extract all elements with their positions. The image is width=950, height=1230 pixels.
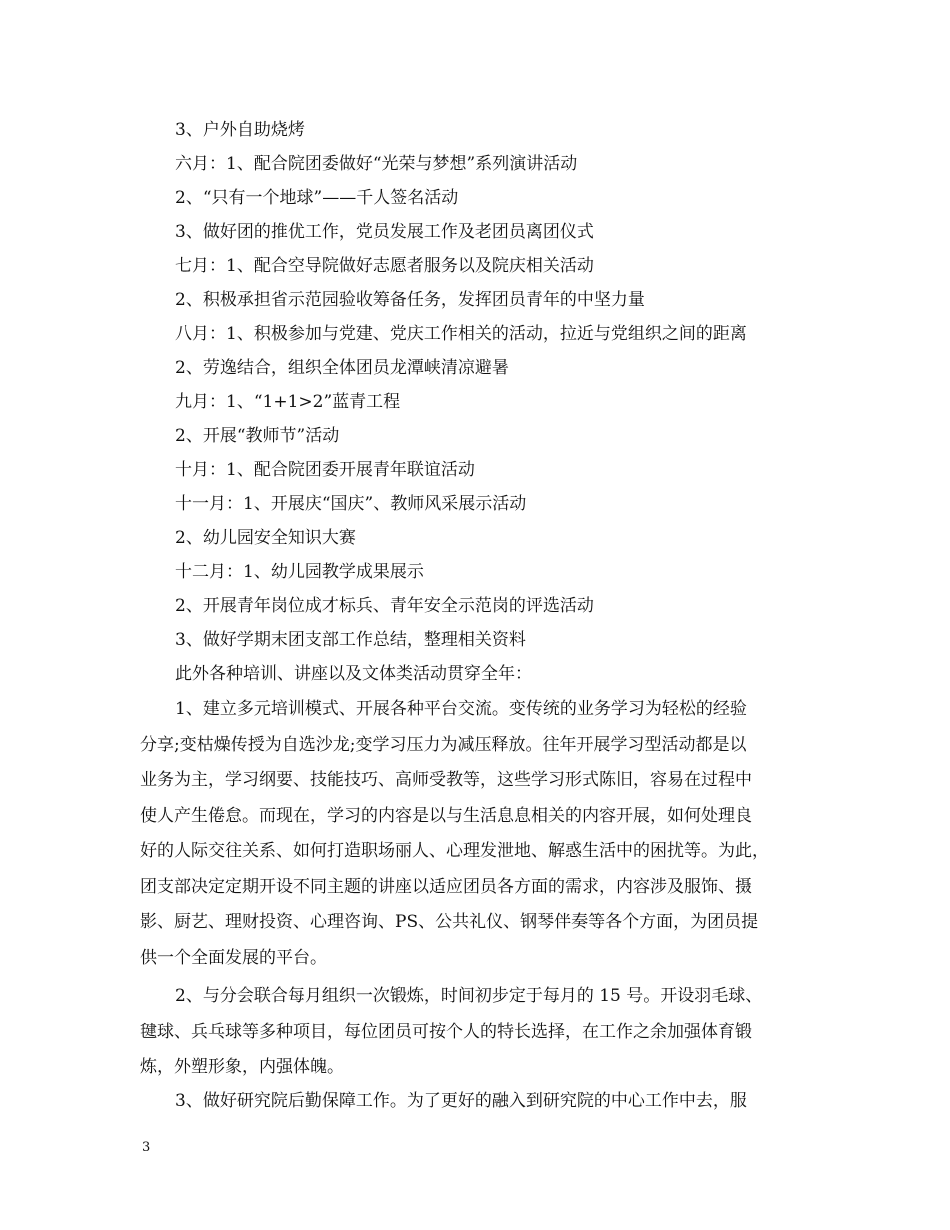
paragraph-logistics xyxy=(140,1084,820,1120)
page-number: 3 xyxy=(142,1140,151,1155)
text-line: 九月：1、“1+1>2”蓝青工程 xyxy=(175,392,401,412)
text-line: 2、积极承担省示范园验收筹备任务，发挥团员青年的中坚力量 xyxy=(175,290,645,310)
text-line: 3、做好团的推优工作，党员发展工作及老团员离团仪式 xyxy=(175,222,594,242)
text-line: 3、做好学期末团支部工作总结，整理相关资料 xyxy=(175,630,526,650)
text-line: 2、“只有一个地球”——千人签名活动 xyxy=(175,188,459,208)
text-line: 此外各种培训、讲座以及文体类活动贯穿全年： xyxy=(175,664,532,684)
paragraph-line: 影、厨艺、理财投资、心理咨询、PS、公共礼仪、钢琴伴奏等各个方面，为团员提 xyxy=(140,912,759,932)
text-line: 2、开展青年岗位成才标兵、青年安全示范岗的评选活动 xyxy=(175,596,594,616)
text-line: 六月：1、配合院团委做好“光荣与梦想”系列演讲活动 xyxy=(175,154,578,174)
text-line: 2、开展“教师节”活动 xyxy=(175,426,340,446)
paragraph-line: 毽球、兵乓球等多种项目，每位团员可按个人的特长选择，在工作之余加强体育锻 xyxy=(140,1021,752,1042)
paragraph-line: 团支部决定定期开设不同主题的讲座以适应团员各方面的需求，内容涉及服饰、摄 xyxy=(140,876,752,897)
text-line: 八月：1、积极参加与党建、党庆工作相关的活动，拉近与党组织之间的距离 xyxy=(175,324,747,344)
text-line: 2、幼儿园安全知识大赛 xyxy=(175,528,356,548)
paragraph-line: 2、与分会联合每月组织一次锻炼，时间初步定于每月的 15 号。开设羽毛球、 xyxy=(175,986,763,1006)
paragraph-exercise xyxy=(140,979,820,1086)
paragraph-training xyxy=(140,692,820,976)
text-line: 七月：1、配合空导院做好志愿者服务以及院庆相关活动 xyxy=(175,256,594,276)
paragraph-line: 炼，外塑形象，内强体魄。 xyxy=(140,1057,344,1077)
paragraph-line: 使人产生倦怠。而现在，学习的内容是以与生活息息相关的内容开展，如何处理良 xyxy=(140,805,752,826)
paragraph-line: 供一个全面发展的平台。 xyxy=(140,947,327,968)
paragraph-line: 3、做好研究院后勤保障工作。为了更好的融入到研究院的中心工作中去，服 xyxy=(175,1091,747,1111)
text-line: 2、劳逸结合，组织全体团员龙潭峡清凉避暑 xyxy=(175,358,509,378)
paragraph-line: 1、建立多元培训模式、开展各种平台交流。变传统的业务学习为轻松的经验 xyxy=(175,699,747,719)
text-line: 3、户外自助烧烤 xyxy=(175,120,305,140)
text-line: 十二月：1、幼儿园教学成果展示 xyxy=(175,562,424,582)
paragraph-line: 业务为主，学习纲要、技能技巧、高师受教等，这些学习形式陈旧，容易在过程中 xyxy=(140,770,752,790)
paragraph-line: 分享;变枯燥传授为自选沙龙;变学习压力为减压释放。往年开展学习型活动都是以 xyxy=(140,734,747,755)
paragraph-line: 好的人际交往关系、如何打造职场丽人、心理发泄地、解惑生活中的困扰等。为此， xyxy=(140,841,769,861)
text-line: 十一月：1、开展庆“国庆”、教师风采展示活动 xyxy=(175,494,527,514)
document-body xyxy=(175,113,827,691)
text-line: 十月：1、配合院团委开展青年联谊活动 xyxy=(175,460,475,480)
